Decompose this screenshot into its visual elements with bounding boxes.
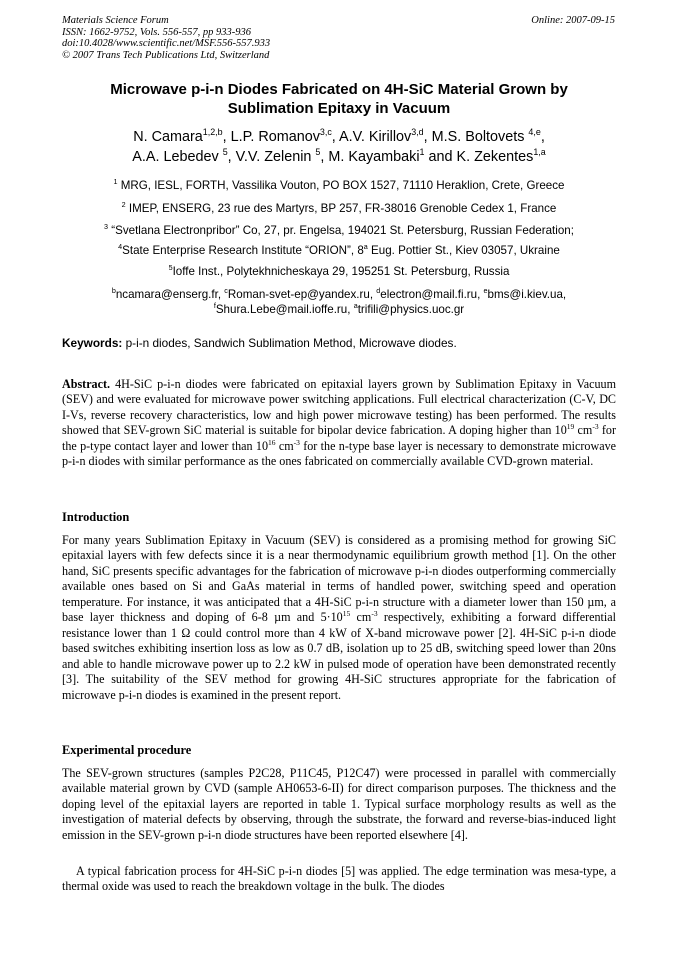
journal-copyright: © 2007 Trans Tech Publications Ltd, Switzerland: [62, 49, 270, 61]
author-name: , V.V. Zelenin: [227, 149, 316, 165]
affiliation-2: $^2$ IMEP, ENSERG, 23 rue des Martyrs, BP 257, FR-38016 Grenoble Cedex 1, France: [121, 200, 557, 215]
title-line-2: Sublimation Epitaxy in Vacuum: [227, 99, 451, 117]
author-affil-marker: 1,a: [533, 147, 546, 158]
online-date: Online: 2007-09-15: [531, 15, 615, 26]
email-link[interactable]: electron@mail.fi.ru,: [380, 288, 484, 301]
journal-doi: doi:10.4028/www.scientific.net/MSF.556-557.933: [62, 38, 271, 49]
experimental-heading: Experimental procedure: [62, 743, 192, 757]
email-link[interactable]: trifili@physics.uoc.gr: [357, 303, 465, 316]
email-link[interactable]: Roman-svet-ep@yandex.ru,: [227, 288, 377, 301]
affiliation-4: $^4$State Enterprise Research Institute “ORION”, 8$^a$ Eug. Pottier St., Kiev 03057, Ukraine: [118, 242, 560, 257]
email-link[interactable]: Shura.Lebe@mail.ioffe.ru,: [215, 303, 354, 316]
email-link[interactable]: ncamara@enserg.fr,: [115, 288, 225, 301]
abstract: Abstract. 4H-SiC p-i-n diodes were fabricated on epitaxial layers grown by Sublimation Epitaxy in Vacuum (SEV) and were evaluated for microwave power switching applications. Full electrical characterization (C-V, DC I-Vs, reverse recovery characteristics, low and high power microwave testing) has been performed. The results showed that SEV-grown SiC material is suitable for bipolar device fabrication. A doping higher than $10^{19}$ $cm^{-3}$ for the p-type contact layer and lower than $10^{16}$ $cm^{-3}$ for the n-type base layer is necessary to demonstrate microwave p-i-n diodes with similar performance as the ones fabricated on commercially available CVD-grown material.: [62, 377, 616, 469]
author-name: , A.V. Kirillov: [331, 129, 412, 145]
email-line-1: $^b$ncamara@enserg.fr, $^c$Roman-svet-ep@yandex.ru, $^d$electron@mail.fi.ru, $^e$bms@i.kiev.ua,: [111, 286, 567, 301]
affiliation-5: $^5$Ioffe Inst., Polytekhnicheskaya 29, 195251 St. Petersburg, Russia: [168, 263, 510, 278]
introduction-heading: Introduction: [62, 510, 130, 524]
keywords-label: Keywords:: [62, 336, 123, 350]
abstract-label: Abstract.: [62, 377, 111, 391]
author-name: , L.P. Romanov: [222, 129, 320, 145]
email-line-2: $^f$Shura.Lebe@mail.ioffe.ru, $^a$trifili@physics.uoc.gr: [213, 301, 465, 316]
author-line-2: [62, 147, 616, 167]
experimental-paragraph-1: The SEV-grown structures (samples P2C28, P11C45, P12C47) were processed in parallel with commercially available material grown by CVD (sample AH0653-6-II) for direct comparison purposes. The thickness and the doping level of the epitaxial layers are reported in table 1. Typical surface morphology results as well as the investigation of material defects by observing, through the substrate, the forward and reverse-bias-induced light emission in the SEV-grown p-i-n diode structures have been reported elsewhere [4].: [62, 766, 616, 842]
affiliation-1: $^1$ MRG, IESL, FORTH, Vassilika Vouton, PO BOX 1527, 71110 Heraklion, Crete, Greece: [113, 177, 565, 192]
author-name: A.A. Lebedev: [132, 149, 223, 165]
keywords: [62, 336, 457, 350]
keywords-text: p-i-n diodes, Sandwich Sublimation Method, Microwave diodes.: [122, 336, 457, 350]
author-affil-marker: 1: [419, 147, 425, 158]
author-affil-marker: 5: [315, 147, 321, 158]
author-affil-marker: 3,c: [319, 127, 332, 138]
email-link[interactable]: bms@i.kiev.ua,: [487, 288, 567, 301]
journal-name: Materials Science Forum: [62, 15, 169, 26]
paper-title: [62, 81, 616, 118]
author-affil-marker: 3,d: [411, 127, 424, 138]
journal-issn: ISSN: 1662-9752, Vols. 556-557, pp 933-936: [62, 26, 251, 38]
author-affil-marker: 4,e: [528, 127, 541, 138]
author-name: N. Camara: [133, 129, 203, 145]
author-line-1: N. Camara$^{1,2,b}$, L.P. Romanov$^{3,c}$, A.V. Kirillov$^{3,d}$, M.S. Boltovets $^{4,e}$,: [133, 127, 545, 145]
experimental-paragraph-2: A typical fabrication process for 4H-SiC p-i-n diodes [5] was applied. The edge termination was mesa-type, a thermal oxide was used to reach the breakdown voltage in the bulk. The diodes: [62, 864, 616, 894]
introduction-paragraph: For many years Sublimation Epitaxy in Vacuum (SEV) is considered as a promising method for growing SiC epitaxial layers with few defects since it is a near thermodynamic equilibrium growth method [1]. On the other hand, SiC presents specific advantages for the fabrication of microwave p-i-n diodes outperforming commercially available ones based on Si and GaAs material in terms of handled power, switching speed and operation temperature. For instance, it was anticipated that a 4H-SiC p-i-n structure with a diameter lower than 150 µm, a base layer thickness and doping of 6-8 µm and $5\cdot 10^{15}$ $cm^{-3}$ respectively, exhibiting a forward differential resistance lower than 1 Ω could control more than 4 kW of X-band microwave power [2]. 4H-SiC p-i-n diode based switches exhibiting insertion loss as low as 0.7 dB, isolation up to 25 dB, switching speed lower than 20ns and able to handle microwave power up to 2.2 kW in pulsed mode of operation have been demonstrated recently [3]. The suitability of the SEV method for growing 4H-SiC structures appropriate for the fabrication of microwave p-i-n diodes is examined in the present report.: [62, 533, 616, 702]
journal-info: [62, 15, 270, 61]
author-name: , M. Kayambaki: [320, 149, 420, 165]
author-name: , M.S. Boltovets: [423, 129, 529, 145]
author-affil-marker: 1,2,b: [202, 127, 223, 138]
affiliation-3: $^3$ “Svetlana Electronpribor” Co, 27, pr. Engelsa, 194021 St. Petersburg, Russian Federation;: [104, 222, 574, 237]
author-name: and K. Zekentes: [424, 149, 534, 165]
author-list: [62, 127, 616, 167]
author-affil-marker: 5: [222, 147, 228, 158]
email-list: [62, 287, 616, 317]
title-line-1: Microwave p-i-n Diodes Fabricated on 4H-SiC Material Grown by: [110, 81, 568, 98]
